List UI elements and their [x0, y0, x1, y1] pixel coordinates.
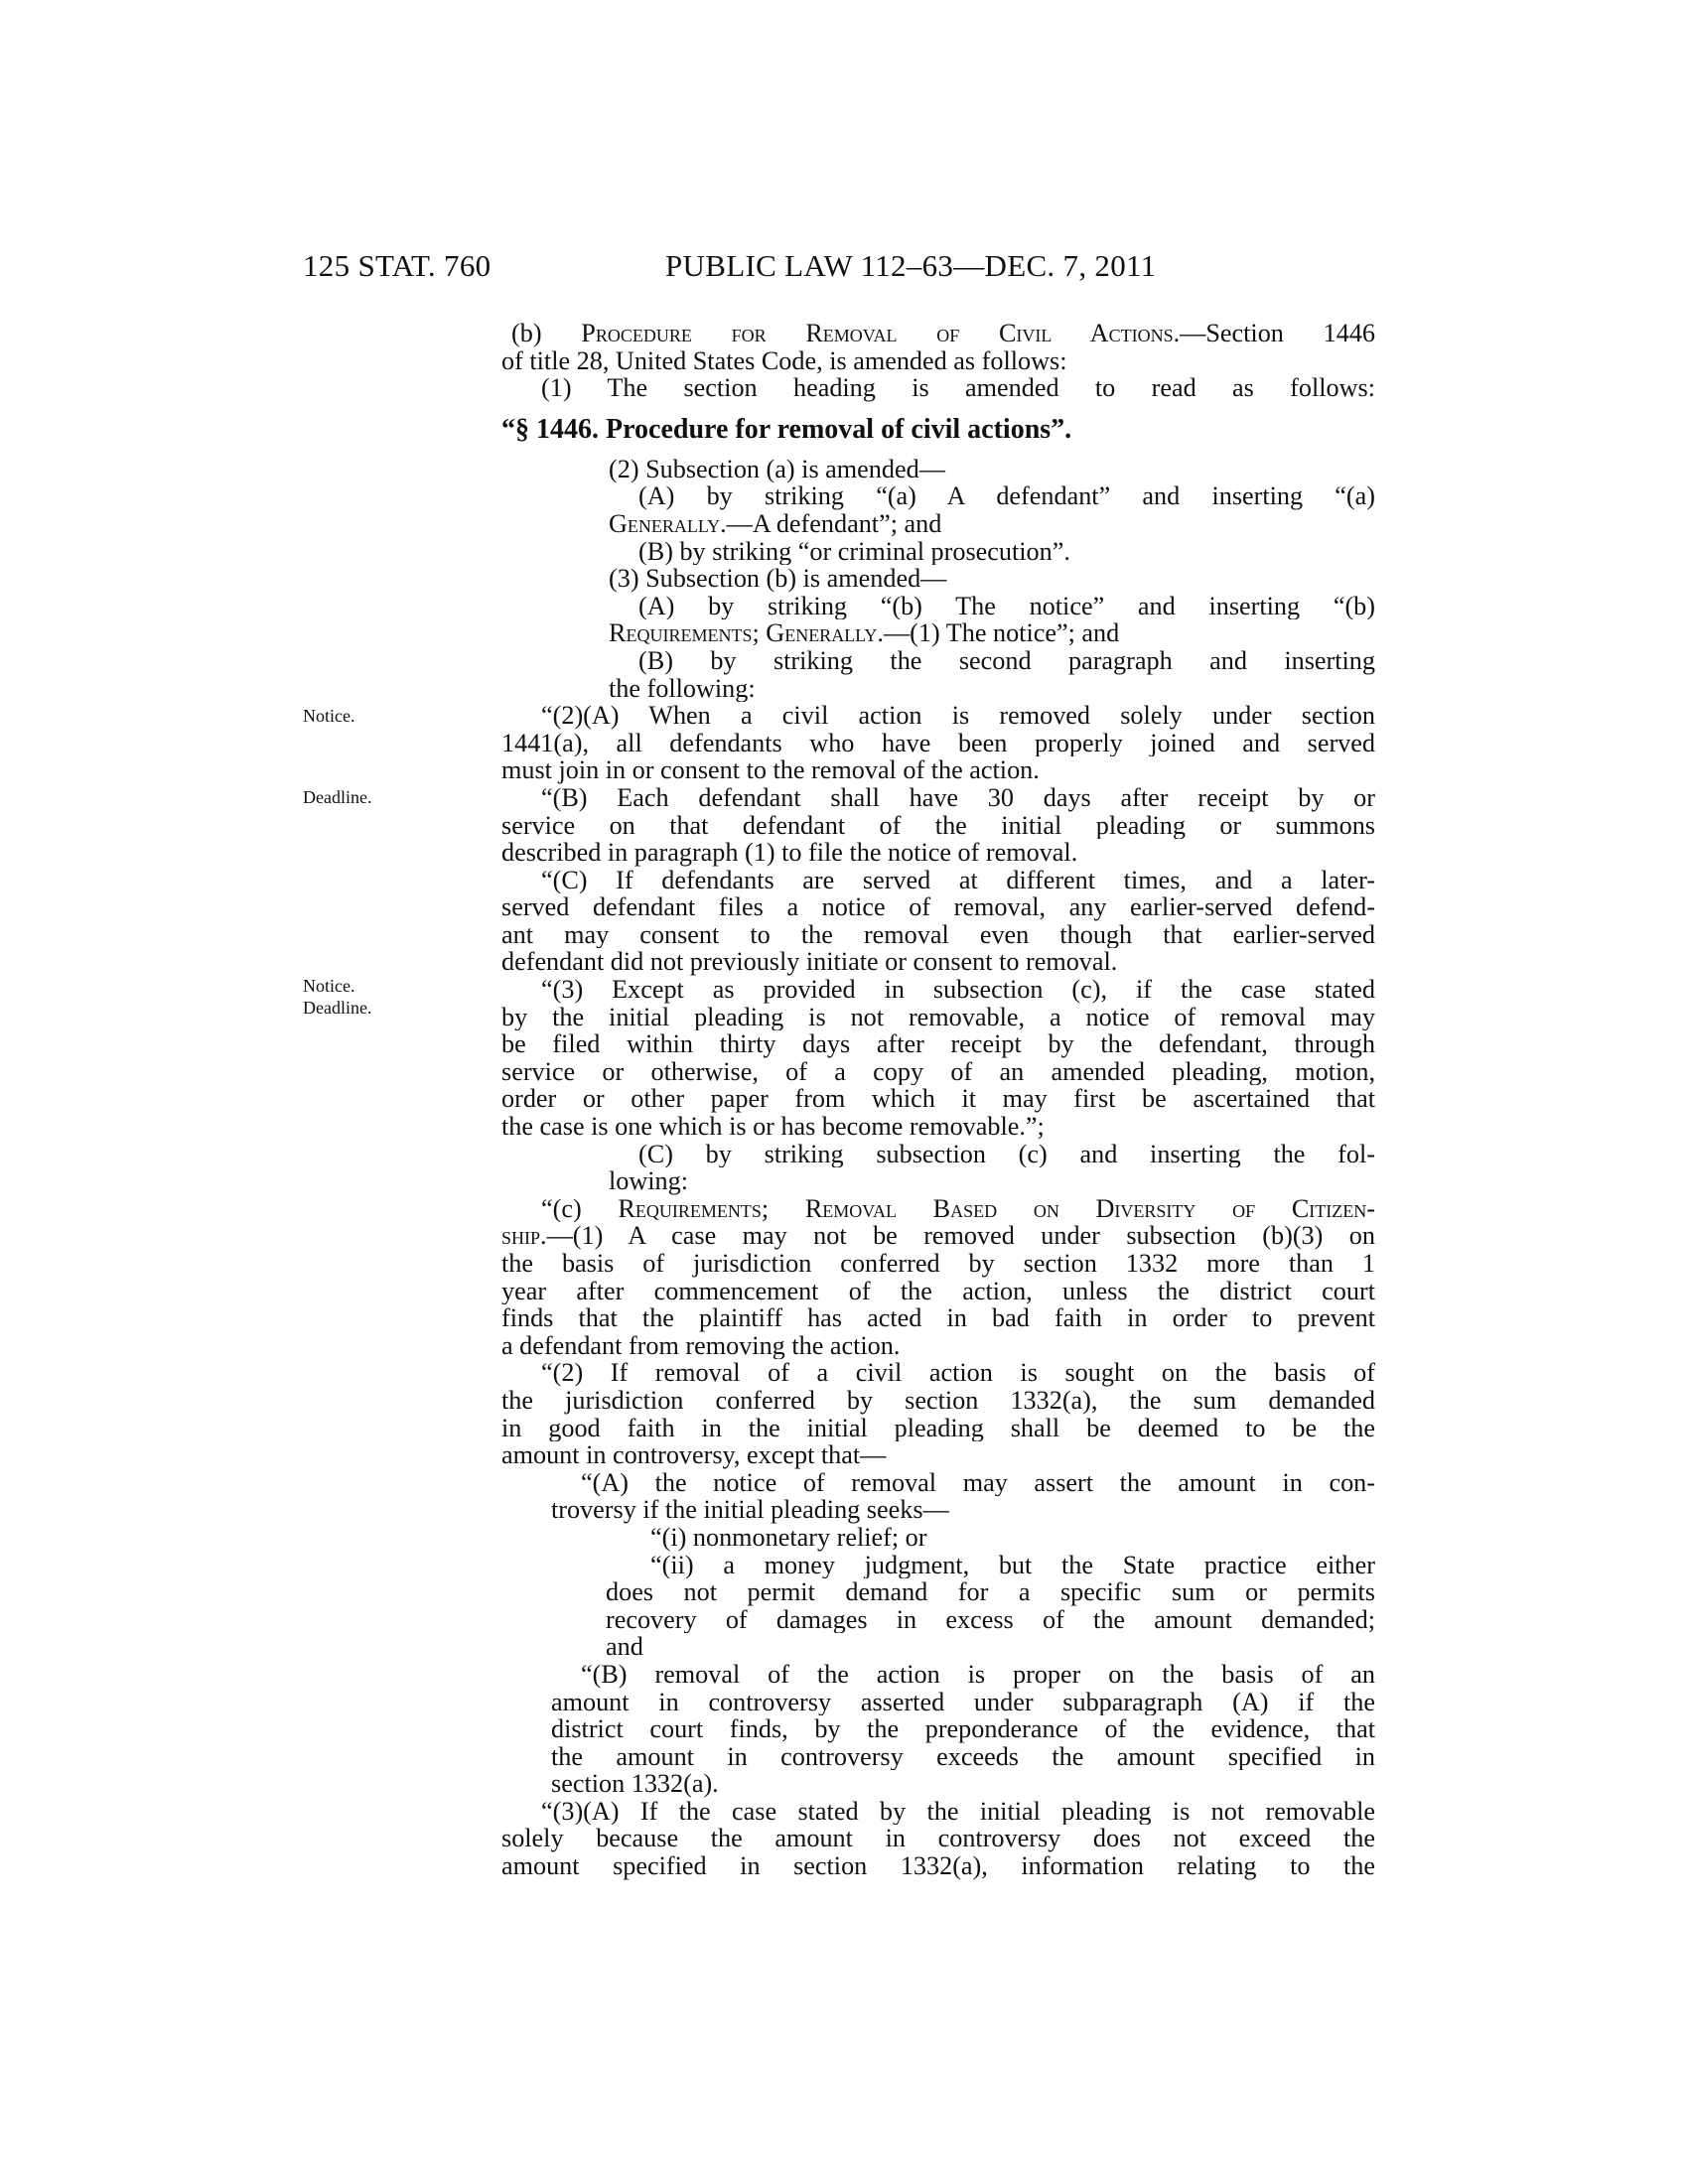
text-line: be filed within thirty days after receipt by the defendant, through [501, 1030, 1375, 1058]
text-line: the basis of jurisdiction conferred by section 1332 more than 1 [501, 1250, 1375, 1278]
text-line: “(ii) a money judgment, but the State practice either [650, 1551, 1375, 1579]
text-line: ship.—(1) A case may not be removed under subsection (b)(3) on [501, 1222, 1375, 1250]
text-line: “(C) If defendants are served at different times, and a later- [541, 866, 1375, 894]
text-line: service on that defendant of the initial pleading or summons [501, 811, 1375, 840]
text-line: described in paragraph (1) to file the notice of removal. [501, 839, 1078, 867]
text-line: amount specified in section 1332(a), information relating to the [501, 1852, 1375, 1880]
page-header [0, 248, 1688, 288]
text-line: does not permit demand for a specific sum or permits [606, 1578, 1375, 1606]
text-line: Generally.—A defendant”; and [609, 509, 942, 538]
text-line: the case is one which is or has become removable.”; [501, 1113, 1045, 1141]
text-line: “(3)(A) If the case stated by the initial pleading is not removable [541, 1797, 1375, 1826]
text-line: amount in controversy, except that— [501, 1441, 887, 1469]
public-law-title: PUBLIC LAW 112–63—DEC. 7, 2011 [665, 248, 1157, 283]
text-line: “(B) Each defendant shall have 30 days after receipt by or [541, 783, 1375, 812]
text-line: and [606, 1633, 643, 1661]
text-line: “(2) If removal of a civil action is sought on the basis of [541, 1359, 1375, 1387]
margin-note-deadline: Deadline. [303, 787, 372, 807]
text-line: solely because the amount in controversy does not exceed the [501, 1825, 1375, 1853]
text-line: district court finds, by the preponderance of the evidence, that [551, 1715, 1375, 1743]
text-line: (3) Subsection (b) is amended— [609, 565, 947, 593]
section-heading: “§ 1446. Procedure for removal of civil actions”. [501, 413, 1072, 445]
text-line: order or other paper from which it may first be ascertained that [501, 1085, 1375, 1114]
text-line: defendant did not previously initiate or consent to removal. [501, 948, 1118, 977]
text-line: (1) The section heading is amended to read as follows: [541, 374, 1375, 402]
text-line: the jurisdiction conferred by section 1332(a), the sum demanded [501, 1386, 1375, 1415]
text-line: year after commencement of the action, unless the district court [501, 1277, 1375, 1305]
text-line: service or otherwise, of a copy of an amended pleading, motion, [501, 1057, 1375, 1086]
body-text [501, 320, 1375, 1880]
text-line: the following: [609, 674, 756, 703]
text-line: lowing: [609, 1167, 689, 1195]
text-line: “(2)(A) When a civil action is removed solely under section [541, 702, 1375, 730]
text-line: by the initial pleading is not removable, a notice of removal may [501, 1003, 1375, 1031]
statute-page-number: 125 STAT. 760 [303, 248, 492, 283]
text-line: “(3) Except as provided in subsection (c), if the case stated [541, 976, 1375, 1004]
text-line: amount in controversy asserted under subparagraph (A) if the [551, 1688, 1375, 1716]
text-line: the amount in controversy exceeds the amount specified in [551, 1742, 1375, 1771]
text-line: a defendant from removing the action. [501, 1331, 901, 1360]
text-line: (b) Procedure for Removal of Civil Actions.—Section 1446 [511, 320, 1375, 347]
text-line: Requirements; Generally.—(1) The notice”; and [609, 619, 1120, 647]
margin-note-notice-2: Notice. [303, 976, 355, 996]
text-line: recovery of damages in excess of the amount demanded; [606, 1605, 1375, 1634]
text-line: (C) by striking subsection (c) and inserting the fol- [638, 1140, 1375, 1168]
text-line: section 1332(a). [551, 1770, 719, 1798]
text-line: (B) by striking “or criminal prosecution”. [638, 537, 1070, 566]
margin-note-deadline-2: Deadline. [303, 998, 372, 1018]
text-line: (A) by striking “(a) A defendant” and inserting “(a) [638, 482, 1375, 510]
text-line: 1441(a), all defendants who have been properly joined and served [501, 729, 1375, 757]
text-line: finds that the plaintiff has acted in bad faith in order to prevent [501, 1304, 1375, 1332]
text-line: (B) by striking the second paragraph and inserting [638, 646, 1375, 675]
text-line: “(B) removal of the action is proper on the basis of an [581, 1660, 1375, 1689]
text-line: “(c) Requirements; Removal Based on Diversity of Citizen- [541, 1194, 1375, 1223]
text-line: served defendant files a notice of removal, any earlier-served defend- [501, 893, 1375, 921]
text-line: of title 28, United States Code, is amended as follows: [501, 346, 1067, 375]
text-line: troversy if the initial pleading seeks— [551, 1496, 949, 1524]
text-line: “(i) nonmonetary relief; or [650, 1523, 927, 1552]
text-line: in good faith in the initial pleading shall be deemed to be the [501, 1414, 1375, 1442]
margin-note-notice: Notice. [303, 706, 355, 726]
text-line: (2) Subsection (a) is amended— [609, 455, 945, 483]
text-line: ant may consent to the removal even though that earlier-served [501, 920, 1375, 949]
text-line: “(A) the notice of removal may assert the amount in con- [581, 1468, 1375, 1497]
text-line: must join in or consent to the removal of the action. [501, 756, 1040, 784]
text-line: (A) by striking “(b) The notice” and inserting “(b) [638, 592, 1375, 620]
